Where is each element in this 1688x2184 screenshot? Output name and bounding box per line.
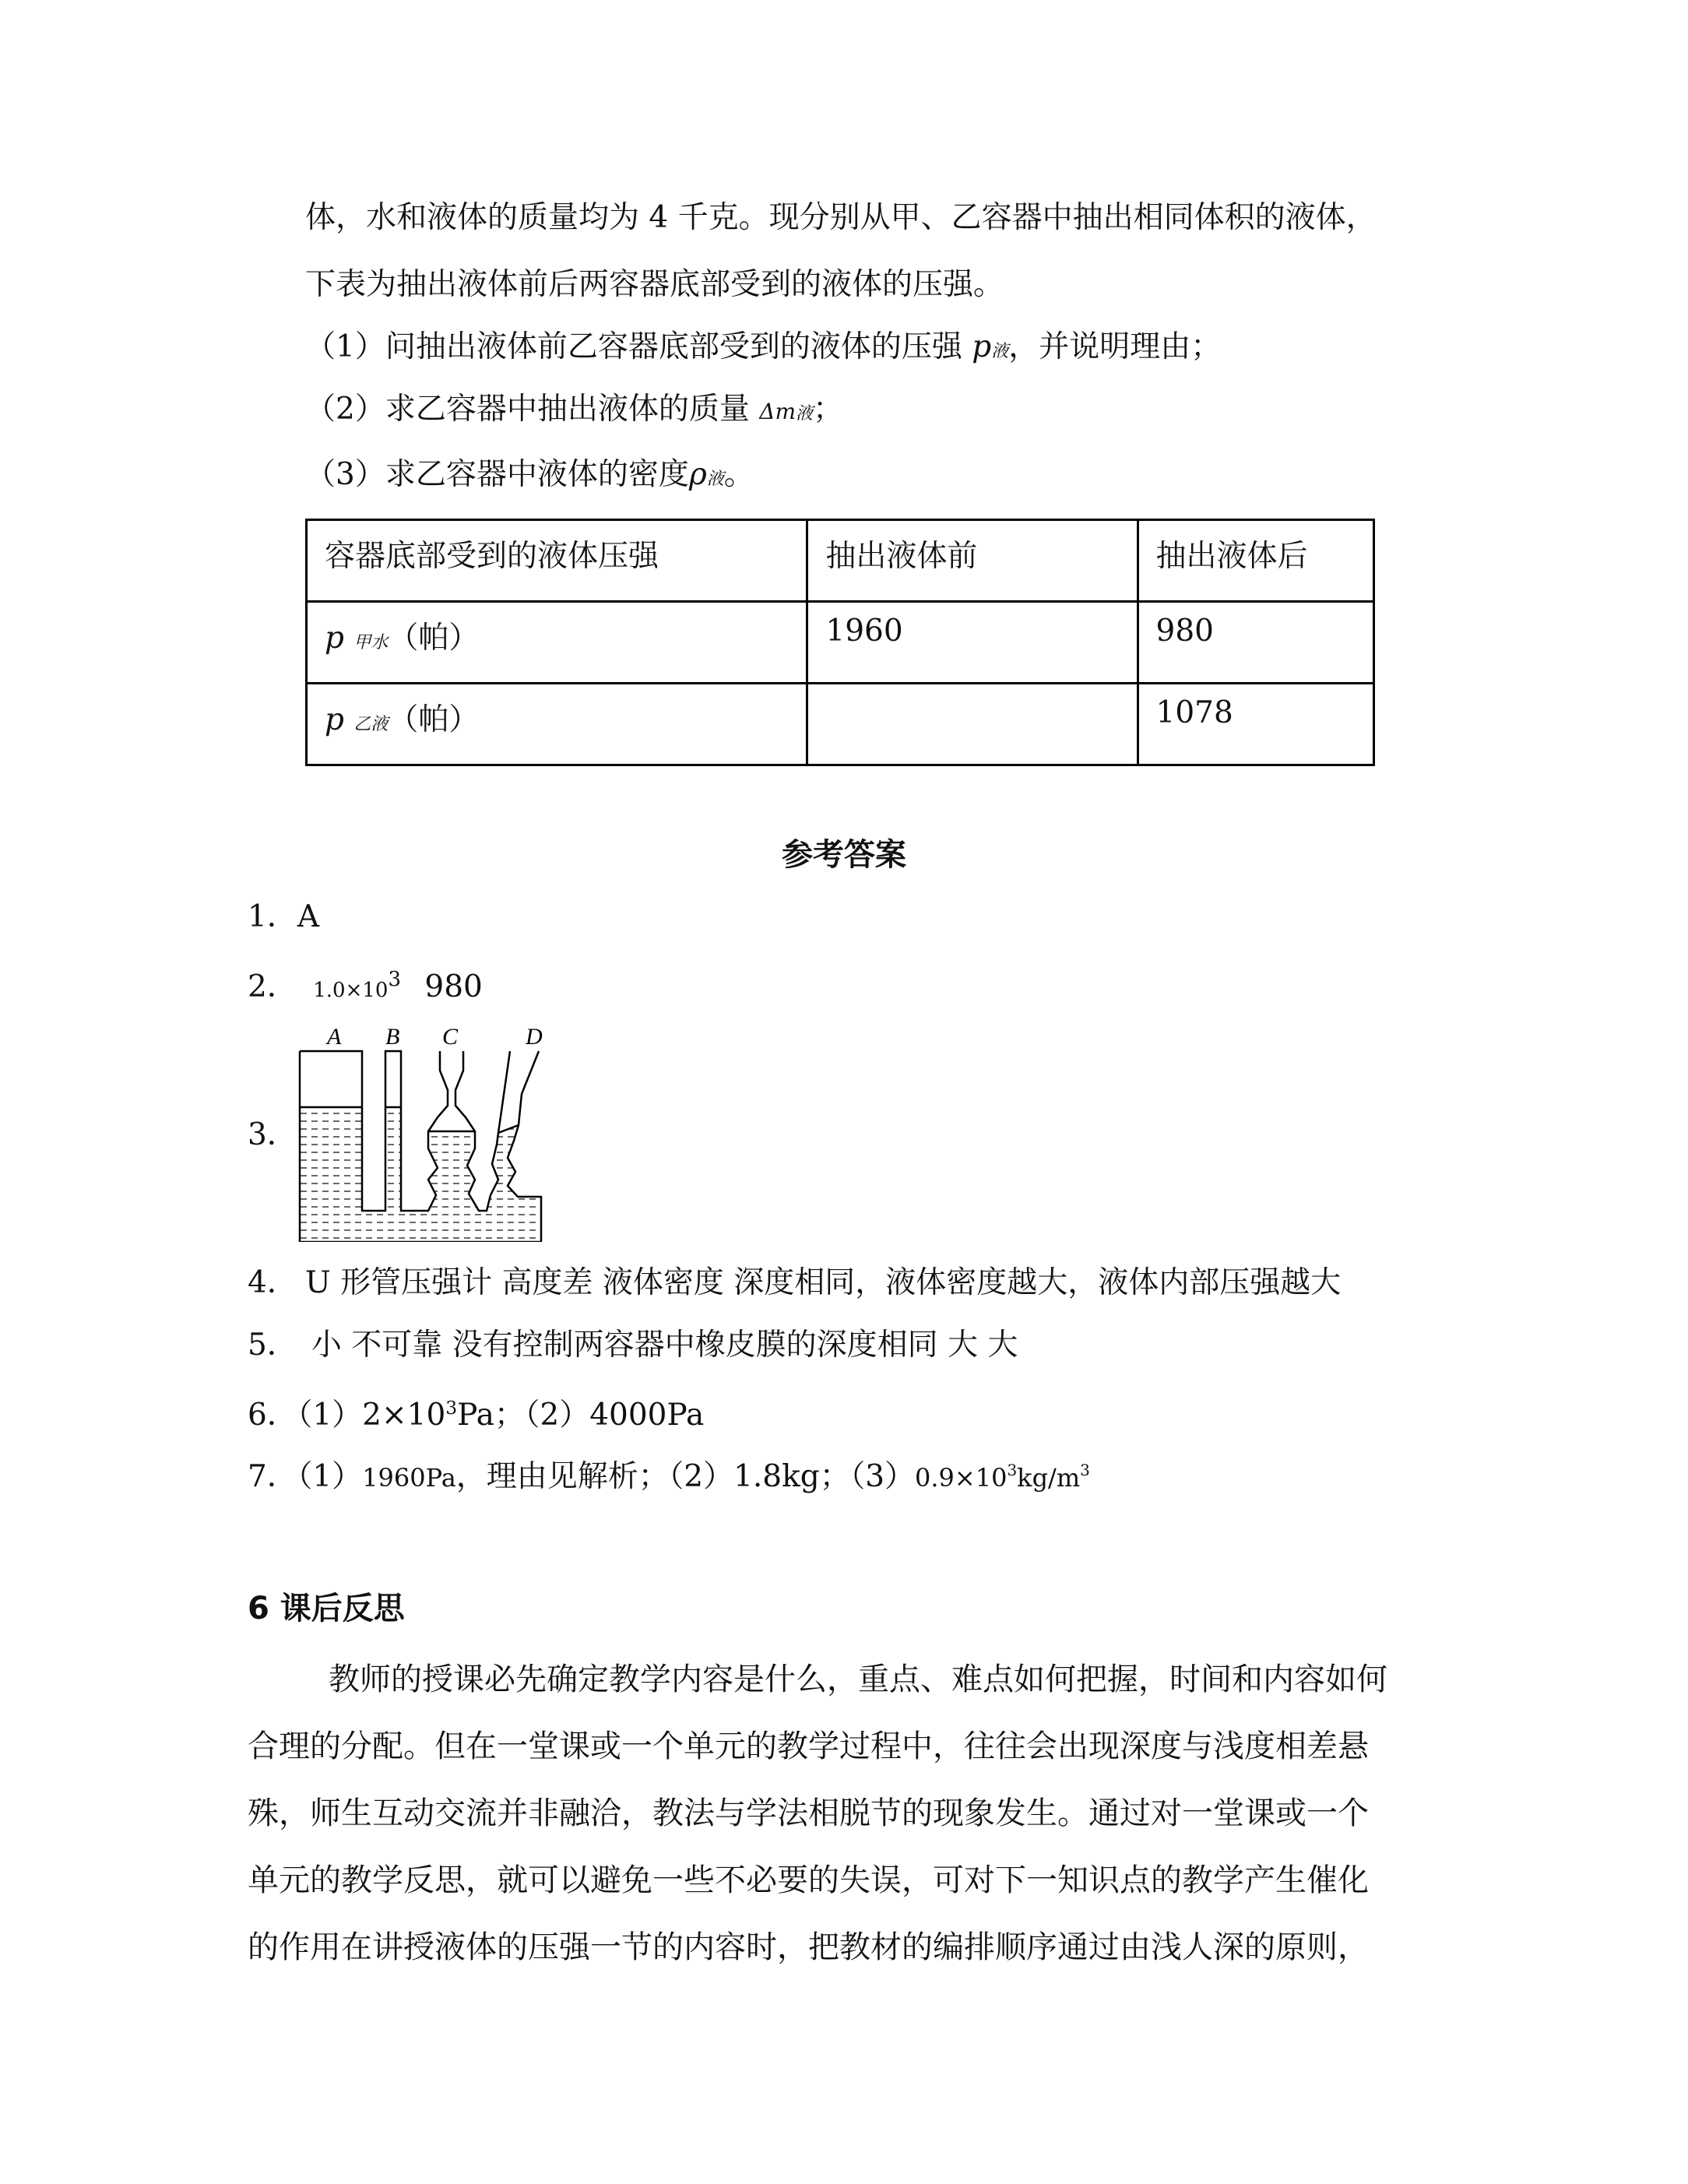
question-2-var: Δm bbox=[759, 399, 797, 424]
vessel-label-b: B bbox=[385, 1024, 400, 1050]
pressure-table bbox=[305, 519, 1375, 766]
answer-number: 4． bbox=[248, 1265, 297, 1300]
answer-text: 小 不可靠 没有控制两容器中橡皮膜的深度相同 大 大 bbox=[311, 1328, 1018, 1363]
intro-line-2: 下表为抽出液体前后两容器底部受到的液体的压强。 bbox=[305, 267, 1004, 302]
answer-6-exp: 3 bbox=[445, 1397, 458, 1419]
answer-4 bbox=[248, 1263, 1341, 1303]
table-header-cell: 抽出液体后 bbox=[1138, 520, 1374, 602]
table-header-row bbox=[307, 520, 1374, 602]
question-1 bbox=[305, 327, 1221, 372]
table-cell: 1960 bbox=[807, 602, 1138, 684]
answer-2-exp: 3 bbox=[388, 968, 401, 991]
question-2-sub: 液 bbox=[796, 404, 814, 424]
question-3-var: ρ bbox=[688, 457, 707, 492]
question-2-tail: ； bbox=[813, 392, 844, 427]
row-unit: （帕） bbox=[388, 621, 480, 656]
answer-1 bbox=[248, 897, 319, 937]
answer-text: A bbox=[297, 899, 319, 934]
row-sub: 甲水 bbox=[353, 633, 389, 652]
question-1-tail: ，并说明理由； bbox=[1008, 329, 1222, 364]
answer-6-part2: Pa；（2）4000Pa bbox=[457, 1398, 705, 1433]
question-1-var: p bbox=[972, 329, 992, 364]
answer-7-part4: 0.9×10 bbox=[915, 1463, 1008, 1493]
question-2 bbox=[305, 389, 843, 434]
table-cell: 980 bbox=[1138, 602, 1374, 684]
answer-7-exp2: 3 bbox=[1080, 1461, 1090, 1479]
answer-number: 2． bbox=[248, 969, 297, 1004]
table-header-cell: 抽出液体前 bbox=[807, 520, 1138, 602]
table-cell-label bbox=[307, 602, 807, 684]
answer-7-part3: ，理由见解析；（2）1.8kg；（3） bbox=[455, 1459, 916, 1494]
table-cell-label bbox=[307, 684, 807, 765]
row-var: p bbox=[325, 702, 344, 737]
answer-number: 5． bbox=[248, 1328, 297, 1363]
answer-2-small: 1.0×10 bbox=[313, 979, 389, 1002]
answer-6 bbox=[248, 1387, 704, 1436]
answer-2-value: 980 bbox=[424, 969, 483, 1004]
answer-7-part1: （1） bbox=[297, 1459, 363, 1494]
answer-2 bbox=[248, 959, 483, 1011]
row-var: p bbox=[325, 621, 344, 656]
reflection-line-2: 合理的分配。但在一堂课或一个单元的教学过程中，往往会出现深度与浅度相差悬 bbox=[248, 1729, 1369, 1764]
row-unit: （帕） bbox=[388, 702, 480, 737]
liquid-fill bbox=[300, 1107, 541, 1242]
answer-7 bbox=[248, 1450, 1090, 1498]
table-cell: 1078 bbox=[1138, 684, 1374, 765]
section-heading: 6 课后反思 bbox=[248, 1591, 405, 1627]
answer-text: U 形管压强计 高度差 液体密度 深度相同，液体密度越大，液体内部压强越大 bbox=[304, 1265, 1342, 1300]
row-sub: 乙液 bbox=[353, 715, 389, 734]
answer-7-part2: 1960Pa bbox=[362, 1463, 456, 1493]
question-3-sub: 液 bbox=[706, 470, 724, 489]
reflection-line-5: 的作用在讲授液体的压强一节的内容时，把教材的编排顺序通过由浅人深的原则， bbox=[248, 1929, 1369, 1965]
question-3-tail: 。 bbox=[723, 457, 754, 492]
answer-6-part1: （1）2×10 bbox=[297, 1398, 446, 1433]
answer-3-number: 3． bbox=[248, 1117, 297, 1152]
connected-vessels-diagram bbox=[288, 1016, 623, 1242]
vessel-label-c: C bbox=[442, 1024, 459, 1050]
answers-title: 参考答案 bbox=[782, 836, 906, 873]
question-3 bbox=[305, 455, 754, 500]
reflection-line-4: 单元的教学反思，就可以避免一些不必要的失误，可对下一知识点的教学产生催化 bbox=[248, 1862, 1369, 1898]
reflection-line-1: 教师的授课必先确定教学内容是什么，重点、难点如何把握，时间和内容如何 bbox=[329, 1662, 1387, 1697]
question-1-text: （1）问抽出液体前乙容器底部受到的液体的压强 bbox=[305, 329, 962, 364]
answer-5 bbox=[248, 1325, 1018, 1366]
answer-7-part5: kg/m bbox=[1017, 1463, 1081, 1493]
answer-number: 7． bbox=[248, 1459, 297, 1494]
answer-number: 1． bbox=[248, 899, 297, 934]
table-row bbox=[307, 602, 1374, 684]
question-3-text: （3）求乙容器中液体的密度 bbox=[305, 457, 689, 492]
question-2-text: （2）求乙容器中抽出液体的质量 bbox=[305, 392, 750, 427]
reflection-line-3: 殊，师生互动交流并非融洽，教法与学法相脱节的现象发生。通过对一堂课或一个 bbox=[248, 1795, 1369, 1831]
table-header-cell: 容器底部受到的液体压强 bbox=[307, 520, 807, 602]
intro-line-1: 体，水和液体的质量均为 4 千克。现分别从甲、乙容器中抽出相同体积的液体， bbox=[305, 200, 1377, 235]
answer-number: 6． bbox=[248, 1398, 297, 1433]
vessel-label-a: A bbox=[327, 1024, 342, 1050]
table-cell bbox=[807, 684, 1138, 765]
answer-7-exp: 3 bbox=[1007, 1461, 1018, 1479]
question-1-sub: 液 bbox=[991, 342, 1009, 361]
vessel-label-d: D bbox=[526, 1024, 543, 1050]
table-row bbox=[307, 684, 1374, 765]
